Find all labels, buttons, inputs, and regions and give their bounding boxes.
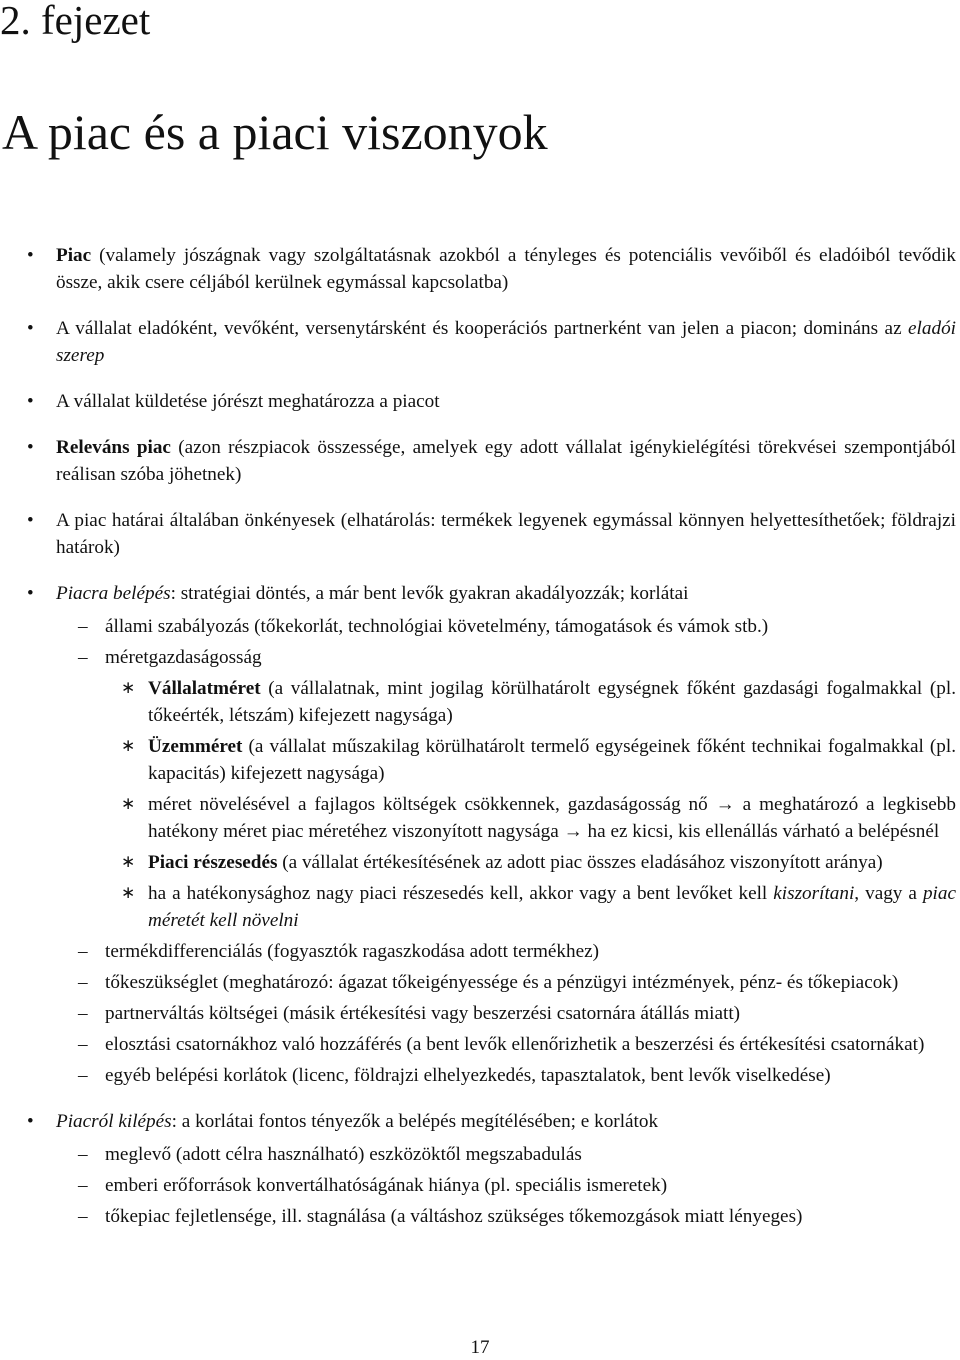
sub-list-item xyxy=(78,1172,956,1199)
dash-marker: – xyxy=(78,1144,88,1165)
item-text: emberi erőforrások konvertálhatóságának hiánya (pl. speciális ismeretek) xyxy=(105,1175,668,1196)
item-text: , vagy a xyxy=(854,883,923,904)
item-text: : stratégiai döntés, a már bent levők gyakran akadályozzák; korlátai xyxy=(170,583,689,604)
list-item xyxy=(27,1108,956,1135)
term-bold: Piaci részesedés xyxy=(148,852,278,873)
term-italic: Piacról kilépés xyxy=(56,1111,172,1132)
item-text: (a vállalat műszakilag körülhatárolt termelő egységeinek főként technikai fogalmakkal (pl. kapacitás) kifejezett nagysága) xyxy=(148,736,956,784)
sub-sub-list-item xyxy=(121,675,956,729)
item-text: tőkepiac fejletlensége, ill. stagnálása (a váltáshoz szükséges tőkemozgások miatt lényeges) xyxy=(105,1206,803,1227)
dash-marker: – xyxy=(78,1003,88,1024)
sub-list-item xyxy=(78,1141,956,1168)
term-italic: eladói szerep xyxy=(56,318,956,366)
item-text: termékdifferenciálás (fogyasztók ragaszkodása adott termékhez) xyxy=(105,941,600,962)
term-bold: Üzemméret xyxy=(148,736,243,757)
item-text: méret növelésével a fajlagos költségek csökkennek, gazdaságosság nő → a meghatározó a legkisebb hatékony méret piac méretéhez viszonyított nagysága → ha ez kicsi, kis ellenállás várható a belépésnél xyxy=(148,794,956,842)
item-text: (azon részpiacok összessége, amelyek egy adott vállalat igénykielégítési törekvései szempontjából reálisan szóba jöhetnek) xyxy=(56,437,956,485)
term-bold: Vállalatméret xyxy=(148,678,261,699)
sub-list-item xyxy=(78,644,956,671)
sub-sub-list-item xyxy=(121,849,956,876)
bullet-marker: • xyxy=(27,1111,34,1132)
item-text: ha a hatékonysághoz nagy piaci részesedés kell, akkor vagy a bent levőket kell xyxy=(148,883,774,904)
item-text: állami szabályozás (tőkekorlát, technológiai követelmény, támogatások és vámok stb.) xyxy=(105,616,769,637)
dash-marker: – xyxy=(78,647,88,668)
item-text: : a korlátai fontos tényezők a belépés megítélésében; e korlátok xyxy=(171,1111,659,1132)
sub-list-item xyxy=(78,1031,956,1058)
sub-list-item xyxy=(78,1062,956,1089)
star-marker: ∗ xyxy=(121,852,136,872)
item-text: (a vállalat értékesítésének az adott piac összes eladásához viszonyított aránya) xyxy=(277,852,883,873)
dash-marker: – xyxy=(78,616,88,637)
star-marker: ∗ xyxy=(121,794,136,814)
list-item xyxy=(27,580,956,607)
star-marker: ∗ xyxy=(121,736,136,756)
item-text: meglevő (adott célra használható) eszközöktől megszabadulás xyxy=(105,1144,582,1165)
item-text: (valamely jószágnak vagy szolgáltatásnak azokból a tényleges és potenciális vevőiből és eladóiból tevődik össze, akik csere céljából kerülnek egymással kapcsolatba) xyxy=(56,245,956,293)
sub-sub-list-item xyxy=(121,791,956,845)
item-text: A vállalat eladóként, vevőként, versenytársként és kooperációs partnerként van jelen a piacon; domináns az xyxy=(56,318,909,339)
dash-marker: – xyxy=(78,1065,88,1086)
dash-marker: – xyxy=(78,1034,88,1055)
dash-marker: – xyxy=(78,1206,88,1227)
dash-marker: – xyxy=(78,941,88,962)
bullet-marker: • xyxy=(27,583,34,604)
bullet-marker: • xyxy=(27,510,34,531)
item-text: egyéb belépési korlátok (licenc, földrajzi elhelyezkedés, tapasztalatok, bent levők viselkedése) xyxy=(105,1065,831,1086)
star-marker: ∗ xyxy=(121,883,136,903)
sub-list-item xyxy=(78,1000,956,1027)
item-text: méretgazdaságosság xyxy=(105,647,262,668)
bullet-marker: • xyxy=(27,391,34,412)
list-item xyxy=(27,242,956,296)
sub-sub-list-item xyxy=(121,733,956,787)
item-text: partnerváltás költségei (másik értékesítési vagy beszerzési csatornára átállás miatt) xyxy=(105,1003,741,1024)
bullet-list xyxy=(0,242,960,1230)
bullet-marker: • xyxy=(27,437,34,458)
list-item xyxy=(27,507,956,561)
term-bold: Releváns piac xyxy=(56,437,171,458)
star-marker: ∗ xyxy=(121,678,136,698)
chapter-label: 2. fejezet xyxy=(0,0,151,43)
item-text: A piac határai általában önkényesek (elhatárolás: termékek legyenek egymással könnyen helyettesíthetőek; földrajzi határok) xyxy=(56,510,956,558)
list-item xyxy=(27,315,956,369)
list-item xyxy=(27,434,956,488)
chapter-title: A piac és a piaci viszonyok xyxy=(2,104,548,160)
item-text: tőkeszükséglet (meghatározó: ágazat tőkeigényessége és a pénzügyi intézmények, pénz- és tőkepiacok) xyxy=(105,972,899,993)
term-bold: Piac xyxy=(56,245,92,266)
item-text: A vállalat küldetése jórészt meghatározza a piacot xyxy=(56,391,440,412)
dash-marker: – xyxy=(78,1175,88,1196)
sub-list-item xyxy=(78,969,956,996)
bullet-marker: • xyxy=(27,245,34,266)
item-text: elosztási csatornákhoz való hozzáférés (a bent levők ellenőrizhetik a beszerzési és értékesítési csatornákat) xyxy=(105,1034,925,1055)
sub-list-item xyxy=(78,1203,956,1230)
page-number: 17 xyxy=(470,1337,490,1358)
term-italic: piac méretét kell növelni xyxy=(148,883,956,931)
sub-sub-list-item xyxy=(121,880,956,934)
dash-marker: – xyxy=(78,972,88,993)
list-item xyxy=(27,388,956,415)
sub-list-item xyxy=(78,938,956,965)
bullet-marker: • xyxy=(27,318,34,339)
term-italic: Piacra belépés xyxy=(56,583,171,604)
sub-list-item xyxy=(78,613,956,640)
item-text: (a vállalatnak, mint jogilag körülhatárolt egységnek főként gazdasági fogalmakkal (pl. tőkeérték, létszám) kifejezett nagysága) xyxy=(148,678,956,726)
term-italic: kiszorítani xyxy=(773,883,855,904)
